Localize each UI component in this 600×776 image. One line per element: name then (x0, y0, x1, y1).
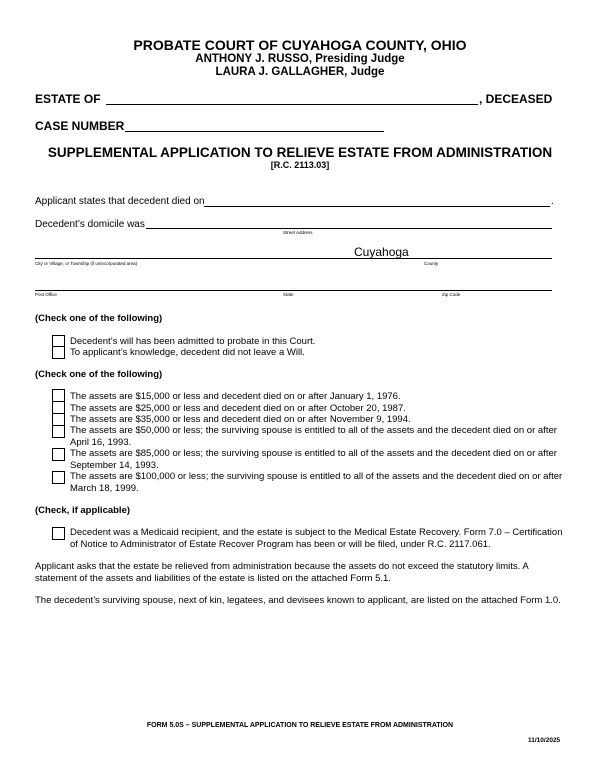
judge: LAURA J. GALLAGHER, Judge (215, 66, 385, 78)
street-address-caption: Street Address (283, 230, 313, 235)
post-office-caption: Post Office (35, 292, 57, 297)
court-name: PROBATE COURT OF CUYAHOGA COUNTY, OHIO (133, 37, 467, 53)
domicile-label: Decedent’s domicile was (35, 219, 145, 230)
assets-50000-label: The assets are $50,000 or less; the surviving spouse is entitled to all of the assets and the decedent died on or after April 16, 1993. (70, 425, 557, 448)
assets-15000-label: The assets are $15,000 or less and decedent died on or after January 1, 1976. (70, 391, 401, 402)
county-value: Cuyahoga (354, 245, 409, 259)
assets-50000-checkbox[interactable] (52, 425, 65, 438)
will-admitted-label: Decedent’s will has been admitted to probate in this Court. (70, 336, 316, 347)
assets-100000-label: The assets are $100,000 or less; the surviving spouse is entitled to all of the assets and the decedent died on or after March 18, 1999. (70, 471, 563, 494)
no-will-checkbox[interactable] (52, 346, 65, 359)
deceased-label: , DECEASED (479, 92, 553, 106)
case-number-field[interactable] (125, 131, 384, 132)
presiding-judge: ANTHONY J. RUSSO, Presiding Judge (195, 53, 405, 65)
no-will-label: To applicant’s knowledge, decedent did not leave a Will. (70, 347, 305, 358)
section2-heading: (Check one of the following) (35, 369, 163, 380)
case-number-label: CASE NUMBER (35, 119, 125, 133)
assets-100000-checkbox[interactable] (52, 471, 65, 484)
death-date-field[interactable] (204, 206, 550, 207)
estate-name-field[interactable] (106, 104, 478, 105)
form-footer: FORM 5.0S – SUPPLEMENTAL APPLICATION TO RELIEVE ESTATE FROM ADMINISTRATION (146, 722, 454, 729)
assets-85000-label: The assets are $85,000 or less; the surviving spouse is entitled to all of the assets and the decedent died on or after September 14, 1993. (70, 448, 557, 471)
died-on-label: Applicant states that decedent died on (35, 196, 205, 207)
city-county-field[interactable] (35, 258, 552, 259)
next-of-kin-paragraph: The decedent’s surviving spouse, next of kin, legatees, and devisees known to applicant, are listed on the attached Form 1.0. (35, 595, 561, 606)
statute-reference: [R.C. 2113.03] (270, 160, 330, 170)
section1-heading: (Check one of the following) (35, 313, 163, 324)
assets-25000-label: The assets are $25,000 or less and decedent died on or after October 20, 1987. (70, 403, 406, 414)
estate-label: ESTATE OF (35, 92, 101, 106)
county-caption: County (424, 261, 439, 266)
assets-35000-label: The assets are $35,000 or less and decedent died on or after November 9, 1994. (70, 414, 411, 425)
street-address-field[interactable] (146, 228, 552, 229)
died-on-period: . (551, 196, 554, 207)
state-caption: State (283, 292, 294, 297)
city-caption: City or Village, or Township (if unincorporated area) (35, 261, 138, 266)
assets-85000-checkbox[interactable] (52, 448, 65, 461)
form-date: 11/10/2025 (528, 737, 561, 744)
medicaid-label: Decedent was a Medicaid recipient, and the estate is subject to the Medical Estate Recovery. Form 7.0 – Certification of Notice to Administrator of Estate Recover Program has been or will be filed, under R.C. 2117.061. (70, 527, 563, 550)
section3-heading: (Check, if applicable) (35, 505, 131, 516)
relief-request-paragraph: Applicant asks that the estate be relieved from administration because the assets do not exceed the statutory limits. A statement of the assets and liabilities of the estate is listed on the attached Form 5.1. (35, 561, 529, 584)
form-title: SUPPLEMENTAL APPLICATION TO RELIEVE ESTATE FROM ADMINISTRATION (47, 145, 553, 160)
medicaid-checkbox[interactable] (52, 527, 65, 540)
post-office-state-zip-field[interactable] (35, 290, 552, 291)
zip-caption: Zip Code (442, 292, 461, 297)
